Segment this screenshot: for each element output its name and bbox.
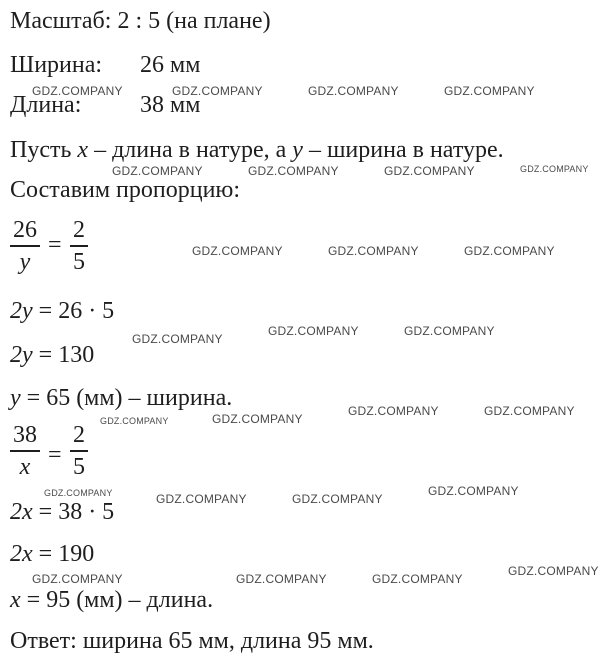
watermark: GDZ.COMPANY <box>384 164 475 178</box>
fraction-2-over-5 <box>70 421 88 481</box>
watermark: GDZ.COMPANY <box>32 84 123 98</box>
definition-text-3: – ширина в натуре. <box>302 137 504 163</box>
equation-lhs: 2x <box>10 499 33 525</box>
fraction-denominator: x <box>19 454 31 480</box>
watermark: GDZ.COMPANY <box>348 404 439 418</box>
equation-rhs: = 26 · 5 <box>32 298 115 324</box>
watermark: GDZ.COMPANY <box>132 332 223 346</box>
watermark: GDZ.COMPANY <box>268 324 359 338</box>
fraction-bar <box>10 450 40 452</box>
equation-rhs: = 38 · 5 <box>32 499 115 525</box>
watermark: GDZ.COMPANY <box>32 572 123 586</box>
width-line <box>10 51 200 79</box>
watermark: GDZ.COMPANY <box>484 404 575 418</box>
result-width <box>10 384 232 412</box>
fraction-numerator: 26 <box>13 217 37 243</box>
watermark: GDZ.COMPANY <box>236 572 327 586</box>
fraction-bar <box>10 245 40 247</box>
watermark: GDZ.COMPANY <box>328 244 419 258</box>
watermark: GDZ.COMPANY <box>112 164 203 178</box>
watermark: GDZ.COMPANY <box>404 324 495 338</box>
watermark: GDZ.COMPANY <box>44 488 113 498</box>
equation-lhs: x <box>10 587 21 613</box>
watermark: GDZ.COMPANY <box>372 572 463 586</box>
definition-line <box>10 136 504 164</box>
equation-rhs: = 95 (мм) – длина. <box>20 587 214 613</box>
watermark: GDZ.COMPANY <box>156 492 247 506</box>
length-value: 38 мм <box>140 92 201 118</box>
equation-rhs: = 190 <box>32 541 95 567</box>
equals-sign: = <box>48 442 62 468</box>
watermark: GDZ.COMPANY <box>308 84 399 98</box>
fraction-denominator: y <box>19 249 31 275</box>
equals-sign: = <box>48 232 62 258</box>
equation-lhs: 2y <box>10 342 33 368</box>
watermark: GDZ.COMPANY <box>520 164 589 174</box>
watermark: GDZ.COMPANY <box>292 492 383 506</box>
fraction-bar <box>70 450 88 452</box>
equation-2x-190 <box>10 540 94 568</box>
variable-x: x <box>77 137 89 163</box>
variable-y: y <box>292 137 303 163</box>
result-length <box>10 586 213 614</box>
fraction-26-over-y <box>10 216 40 276</box>
fraction-numerator: 2 <box>73 422 85 448</box>
definition-text-2: – длина в натуре, а <box>88 137 293 163</box>
equation-2y-product <box>10 297 114 325</box>
answer-line: Ответ: ширина 65 мм, длина 95 мм. <box>10 628 374 654</box>
equation-rhs: = 130 <box>32 342 95 368</box>
equation-rhs: = 65 (мм) – ширина. <box>20 385 233 411</box>
watermark: GDZ.COMPANY <box>212 412 303 426</box>
width-value: 26 мм <box>140 52 201 78</box>
fraction-numerator: 2 <box>73 217 85 243</box>
watermark: GDZ.COMPANY <box>248 164 339 178</box>
width-label: Ширина: <box>10 52 103 78</box>
fraction-denominator: 5 <box>73 249 85 275</box>
watermark: GDZ.COMPANY <box>100 416 169 426</box>
scale-label: Масштаб: <box>10 8 112 34</box>
equation-lhs: 2y <box>10 298 33 324</box>
definition-text-1: Пусть <box>10 137 78 163</box>
fraction-numerator: 38 <box>13 422 37 448</box>
fraction-38-over-x <box>10 421 40 481</box>
watermark: GDZ.COMPANY <box>172 84 263 98</box>
proportion-heading: Составим пропорцию: <box>10 177 241 203</box>
equation-lhs: 2x <box>10 541 33 567</box>
equation-2y-130 <box>10 341 94 369</box>
equation-2x-product <box>10 498 114 526</box>
scale-value: 2 : 5 (на плане) <box>117 8 271 34</box>
equation-lhs: y <box>10 385 21 411</box>
watermark: GDZ.COMPANY <box>444 84 535 98</box>
watermark: GDZ.COMPANY <box>428 484 519 498</box>
length-label: Длина: <box>10 92 82 118</box>
watermark: GDZ.COMPANY <box>464 244 555 258</box>
scale-line <box>10 7 271 35</box>
fraction-2-over-5 <box>70 216 88 276</box>
watermark: GDZ.COMPANY <box>508 564 599 578</box>
fraction-denominator: 5 <box>73 454 85 480</box>
fraction-bar <box>70 245 88 247</box>
watermark: GDZ.COMPANY <box>192 244 283 258</box>
